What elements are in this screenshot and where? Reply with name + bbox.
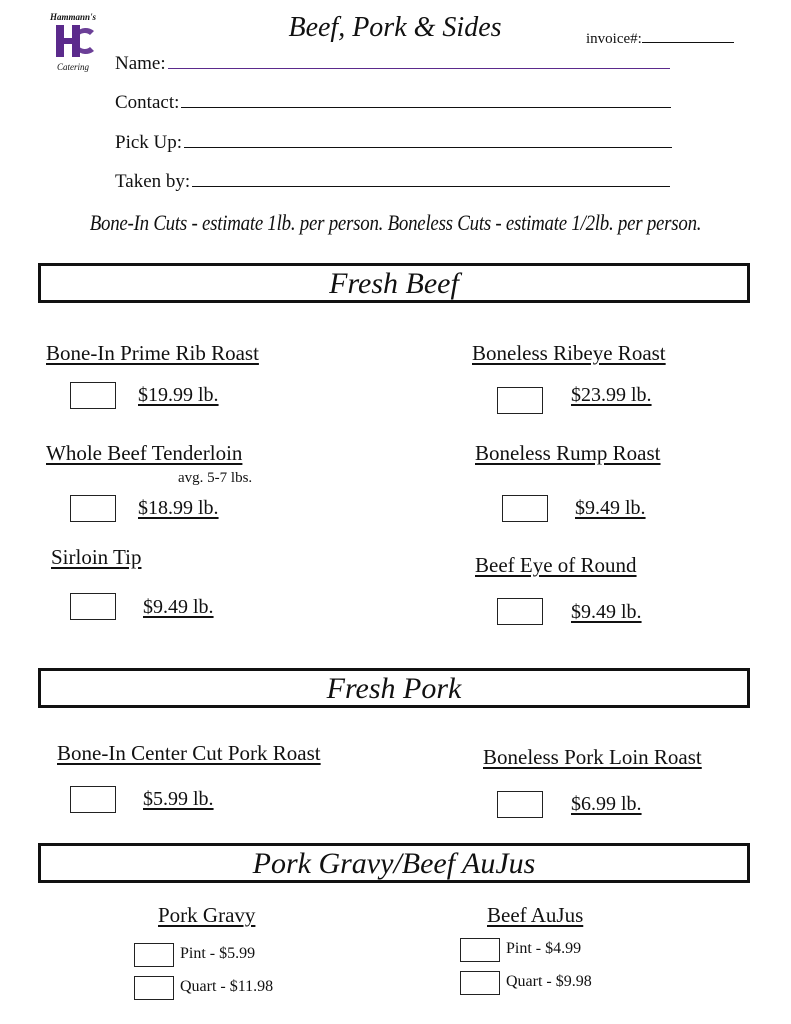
item-ribeye-name: Boneless Ribeye Roast [472,341,666,365]
item-prime-rib-name: Bone-In Prime Rib Roast [46,341,259,365]
item-rump-price: $9.49 lb. [575,497,646,519]
item-sirloin-checkbox[interactable] [70,593,116,620]
name-field [115,53,670,75]
item-center-cut-checkbox[interactable] [70,786,116,813]
beef-aujus-pint-label: Pint - $4.99 [506,940,582,957]
item-eye-round-checkbox[interactable] [497,598,543,625]
fresh-pork-banner: Fresh Pork [38,668,750,708]
serving-note: Bone-In Cuts - estimate 1lb. per person. Boneless Cuts - estimate 1/2lb. per person. [89,210,702,235]
item-ribeye-price: $23.99 lb. [571,384,652,406]
pork-gravy-pint-label: Pint - $5.99 [180,945,256,962]
pickup-label: Pick Up: [115,132,183,153]
logo [40,12,106,74]
item-prime-rib-checkbox[interactable] [70,382,116,409]
contact-line[interactable] [181,93,671,108]
pork-gravy-quart-label: Quart - $11.98 [180,978,274,995]
contact-label: Contact: [115,92,180,113]
item-sirloin-name: Sirloin Tip [51,545,142,569]
item-ribeye-checkbox[interactable] [497,387,543,414]
pork-gravy-heading: Pork Gravy [158,903,256,927]
item-tenderloin-checkbox[interactable] [70,495,116,522]
invoice-label: invoice#: [586,31,642,47]
invoice-field [586,30,734,48]
logo-top-text: Hammann's [49,12,96,22]
item-pork-loin-checkbox[interactable] [497,791,543,818]
takenby-label: Taken by: [115,171,191,192]
takenby-line[interactable] [192,172,670,187]
takenby-field [115,171,670,193]
name-line[interactable] [168,54,670,69]
pickup-line[interactable] [184,133,672,148]
name-label: Name: [115,53,166,74]
pork-gravy-pint-checkbox[interactable] [134,943,174,967]
item-pork-loin-name: Boneless Pork Loin Roast [483,745,702,769]
item-center-cut-name: Bone-In Center Cut Pork Roast [57,741,321,765]
item-tenderloin-price: $18.99 lb. [138,497,219,519]
item-pork-loin-price: $6.99 lb. [571,793,642,815]
hc-monogram-icon [52,21,96,61]
beef-aujus-quart-checkbox[interactable] [460,971,500,995]
page-title: Beef, Pork & Sides [288,12,502,43]
pickup-field [115,132,672,154]
contact-field [115,92,671,114]
pork-gravy-quart-checkbox[interactable] [134,976,174,1000]
item-eye-round-price: $9.49 lb. [571,601,642,623]
item-eye-round-name: Beef Eye of Round [475,553,637,577]
item-rump-checkbox[interactable] [502,495,548,522]
item-tenderloin-name: Whole Beef Tenderloin [46,441,243,465]
item-center-cut-price: $5.99 lb. [143,788,214,810]
item-tenderloin-note: avg. 5-7 lbs. [178,470,253,486]
invoice-line[interactable] [642,30,734,43]
item-sirloin-price: $9.49 lb. [143,596,214,618]
beef-aujus-quart-label: Quart - $9.98 [506,973,592,990]
beef-aujus-heading: Beef AuJus [487,903,584,927]
item-rump-name: Boneless Rump Roast [475,441,661,465]
beef-aujus-pint-checkbox[interactable] [460,938,500,962]
fresh-beef-banner: Fresh Beef [38,263,750,303]
gravy-banner: Pork Gravy/Beef AuJus [38,843,750,883]
item-prime-rib-price: $19.99 lb. [138,384,219,406]
logo-bottom-text: Catering [56,62,89,72]
